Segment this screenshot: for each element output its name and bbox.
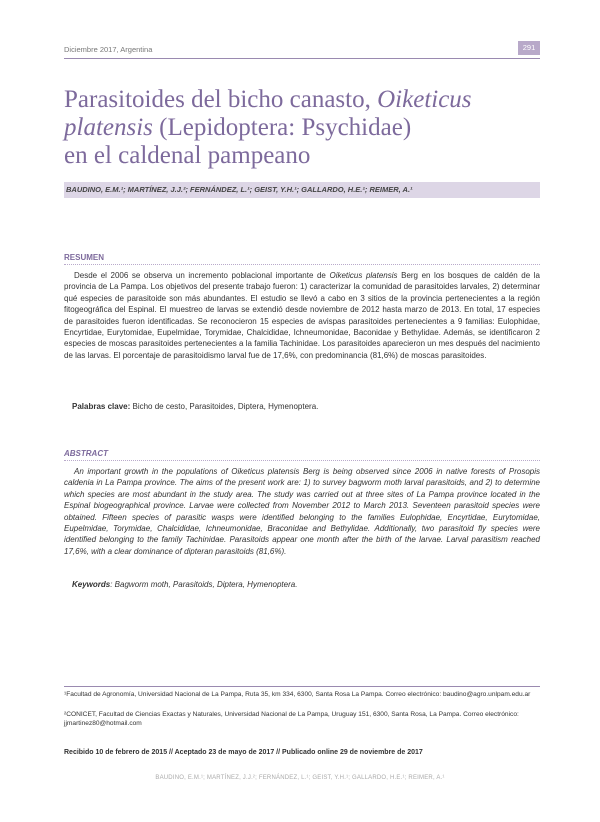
resumen-text-2: Berg en los bosques de caldén de la provincia de La Pampa. Los objetivos del presente trabajo fueron: 1) caracterizar la comunidad de parasitoides larvales, 2) determinar qué especies de parasitoide son más abundantes. El estudio se llevó a cabo en 3 sitios de la provincia pertenecientes a la región fitogeográfica del Espinal. El muestreo de larvas se extendió desde noviembre de 2012 hasta marzo de 2013. En total, 17 especies de parasitoides fueron identificadas. Se reconocieron 15 especies de avispas parasitoides pertenecientes a 9 familias: Eulophidae, Encyrtidae, Eurytomidae, Eupelmidae, Torymidae, Chalcididae, Ichneumonidae, Baconidae y Bethylidae. Además, se identificaron 2 especies de moscas parasitoides pertenecientes a la familia Tachinidae. Los parasitoides aparecieron un mes después del nacimiento de las larvas. El porcentaje de parasitoidismo larval fue de 17,6%, con predominancia (81,6%) de moscas parasitoides. — [64, 271, 541, 360]
abstract-keywords-label: Keywords — [72, 580, 111, 589]
footnote-2: ²CONICET, Facultad de Ciencias Exactas y Naturales, Universidad Nacional de La Pampa, Uruguay 151, 6300, Santa Rosa, La Pampa. Correo electrónico: jjmartinez80@hotmail.com — [64, 711, 519, 728]
page-footer-authors: BAUDINO, E.M.¹; MARTÍNEZ, J.J.²; FERNÁNDEZ, L.¹; GEIST, Y.H.¹; GALLARDO, H.E.¹; REIMER, A.¹ — [155, 775, 445, 781]
abstract-heading: ABSTRACT — [64, 449, 108, 458]
resumen-text-1: Desde el 2006 se observa un incremento poblacional importante de — [74, 271, 330, 280]
title-species: Oiketicus platensis — [64, 86, 472, 141]
header-divider — [64, 58, 540, 59]
resumen-text — [64, 270, 540, 361]
title-part3: en el caldenal pampeano — [64, 142, 311, 169]
resumen-keywords-list: Bicho de cesto, Parasitoides, Diptera, Hymenoptera. — [130, 402, 319, 411]
authors-bar: BAUDINO, E.M.¹; MARTÍNEZ, J.J.²; FERNÁNDEZ, L.¹; GEIST, Y.H.¹; GALLARDO, H.E.¹; REIMER, A.¹ — [64, 182, 540, 198]
abstract-text — [64, 466, 540, 557]
resumen-keywords — [72, 402, 318, 411]
abstract-keywords-list: : Bagworm moth, Parasitoids, Diptera, Hymenoptera. — [110, 580, 298, 589]
footnote-divider — [64, 686, 540, 687]
resumen-divider — [64, 264, 540, 265]
page-number: 291 — [518, 41, 540, 55]
abstract-divider — [64, 460, 540, 461]
received-dates: Recibido 10 de febrero de 2015 // Aceptado 23 de mayo de 2017 // Publicado online 29 de noviembre de 2017 — [64, 749, 423, 756]
footnote-1: ¹Facultad de Agronomía, Universidad Nacional de La Pampa, Ruta 35, km 334, 6300, Santa Rosa La Pampa. Correo electrónico: baudino@agro.unlpam.edu.ar — [64, 691, 531, 698]
title-part2: (Lepidoptera: Psychidae) — [152, 114, 412, 141]
abstract-body: An important growth in the populations of Oiketicus platensis Berg is being observed since 2006 in native forests of Prosopis caldenia in La Pampa province. The aims of the present work are: 1) to survey bagworm moth larval parasitoids, and 2) to determine which species are most abundant in the study area. The study was carried out at three sites of La Pampa province located in the Espinal biogeographical province. Larvae were collected from November 2012 to March 2013. Seventeen parasitoid species were obtained. Fifteen species of parasitic wasps were identified belonging to the families Eulophidae, Encyrtidae, Eurytomidae, Eupelmidae, Torymidae, Chalcididae, Ichneumonidae, Braconidae and Bethylidae. Additionally, two parasitoid fly species were identified belonging to the family Tachinidae. Parasitoids appear one month after the birth of the larvae. Larval parasitism reached 17,6%, with a clear dominance of dipteran parasitoids (81,6%). — [64, 467, 540, 556]
resumen-species: Oiketicus platensis — [329, 271, 398, 280]
resumen-keywords-label: Palabras clave: — [72, 402, 131, 411]
abstract-keywords — [72, 580, 297, 589]
title-part1: Parasitoides del bicho canasto, — [64, 86, 378, 113]
article-title — [64, 86, 544, 170]
header-date: Diciembre 2017, Argentina — [64, 45, 153, 54]
resumen-heading: RESUMEN — [64, 253, 105, 262]
